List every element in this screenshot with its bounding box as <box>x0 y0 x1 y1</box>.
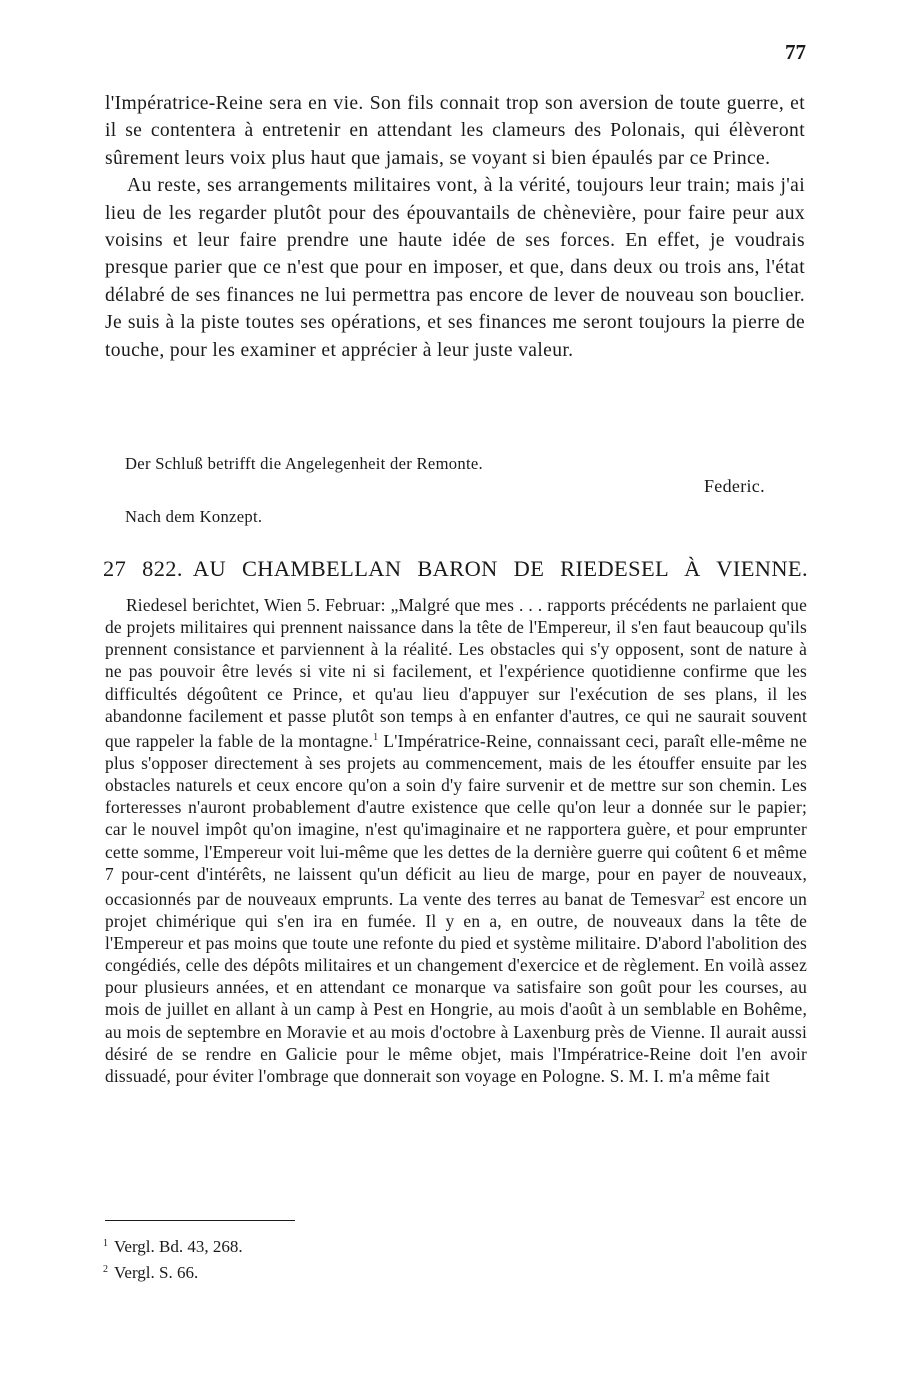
letter-text: est encore un projet chimérique qui s'en ira en fumée. Il y en a, en outre, de nouveaux dans la tête de l'Empereur et pas moins que toute une refonte du pied et système militaire. D'abord l'abolition des congédiés, celle des dépôts militaires et un changement d'exercice et de règlement. En voilà assez pour plusieurs années, et en attendant ce monarque va satisfaire son goût pour les courses, au mois de juillet en allant à un camp à Pest en Hongrie, au mois d'août à un semblable en Bohême, au mois de septembre en Moravie et au mois d'octobre à Laxenburg près de Vienne. Il aurait aussi désiré de se rendre en Galicie pour le même objet, mais l'Impératrice-Reine doit l'en avoir dissuadé, pour éviter l'ombrage que donnerait son voyage en Pologne. S. M. I. m'a même fait <box>105 888 808 1086</box>
letter-heading <box>103 556 808 582</box>
paragraph: Au reste, ses arrangements militaires vont, à la vérité, toujours leur train; mais j'ai lieu de les regarder plutôt pour des épouvantails de chènevière, pour faire peur aux voisins et leur faire prendre une haute idée de ses forces. En effet, je voudrais presque parier que ce n'est que pour en imposer, et que, dans deux ou trois ans, l'état délabré de ses finances ne lui permettra pas encore de lever de nouveau son bouclier. Je suis à la piste toutes ses opérations, et ses finances me seront toujours la pierre de touche, pour les examiner et apprécier à leur juste valeur. <box>105 175 805 361</box>
signature: Federic. <box>704 476 765 496</box>
footnotes <box>103 1232 243 1284</box>
letter-title: AU CHAMBELLAN BARON DE RIEDESEL À VIENNE. <box>192 556 808 581</box>
paragraph: l'Impératrice-Reine sera en vie. Son fils connait trop son aversion de toute guerre, et il se contentera à entretenir en attendant les clameurs des Polonais, qui élèveront sûrement leurs voix plus haut que jamais, se voyant si bien épaulés par ce Prince. <box>105 93 805 169</box>
footnote-text: Vergl. Bd. 43, 268. <box>114 1237 243 1256</box>
footnote-text: Vergl. S. 66. <box>114 1263 199 1282</box>
page-number: 77 <box>785 40 806 64</box>
source-note: Nach dem Konzept. <box>125 507 263 526</box>
footnote-ref: 2 <box>699 889 706 901</box>
letter-paragraph <box>105 594 807 1087</box>
letter-text: Riedesel berichtet, Wien 5. Februar: „Malgré que mes . . . rapports précédents ne parlaient que de projets militaires qui prennent naissance dans la tête de l'Empereur, il s'en faut beaucoup qu'ils prennent consistance et parviennent à la réalité. Les obstacles qui s'y opposent, sont de nature à ne pas pouvoir être levés si vite ni si facilement, et l'expérience quotidienne confirme que les difficultés dégoûtent ce Prince, et qu'au lieu d'appuyer sur l'exécution de ses plans, il les abandonne facilement et passe plutôt son temps à en enfanter d'autres, ce qui ne saurait souvent que rappeler la fable de la montagne. <box>105 595 807 751</box>
letter-number: 27 822. <box>103 556 183 581</box>
footnote <box>103 1232 243 1258</box>
footnote-mark: 1 <box>103 1238 108 1249</box>
footnote <box>103 1258 243 1284</box>
closing-note: Der Schluß betrifft die Angelegenheit der Remonte. <box>125 454 483 473</box>
footnote-ref: 1 <box>373 731 379 743</box>
footnote-divider <box>105 1220 295 1221</box>
body-text <box>105 90 805 364</box>
letter-text: L'Impératrice-Reine, connaissant ceci, paraît elle-même ne plus s'opposer directement à ses projets au commencement, mais de les étouffer ensuite par les obstacles naturels et ceux encore qu'on a soin d'y faire survenir et de mettre sur son chemin. Les forteresses n'auront probablement d'autre existence que celle qu'on leur a donnée sur le papier; car le nouvel impôt qu'on imagine, n'est qu'imaginaire et ne rapportera guère, et pour emprunter cette somme, l'Empereur voit lui-même que les dettes de la dernière guerre qui coûtent 6 et même 7 pour-cent d'intérêts, ne laissent qu'un déficit au lieu de marge, pour en payer de nouveaux, occasionnés par de nouveaux emprunts. La vente des terres au banat de Temesvar <box>105 730 807 909</box>
letter-body <box>105 594 807 1087</box>
footnote-mark: 2 <box>103 1264 108 1275</box>
